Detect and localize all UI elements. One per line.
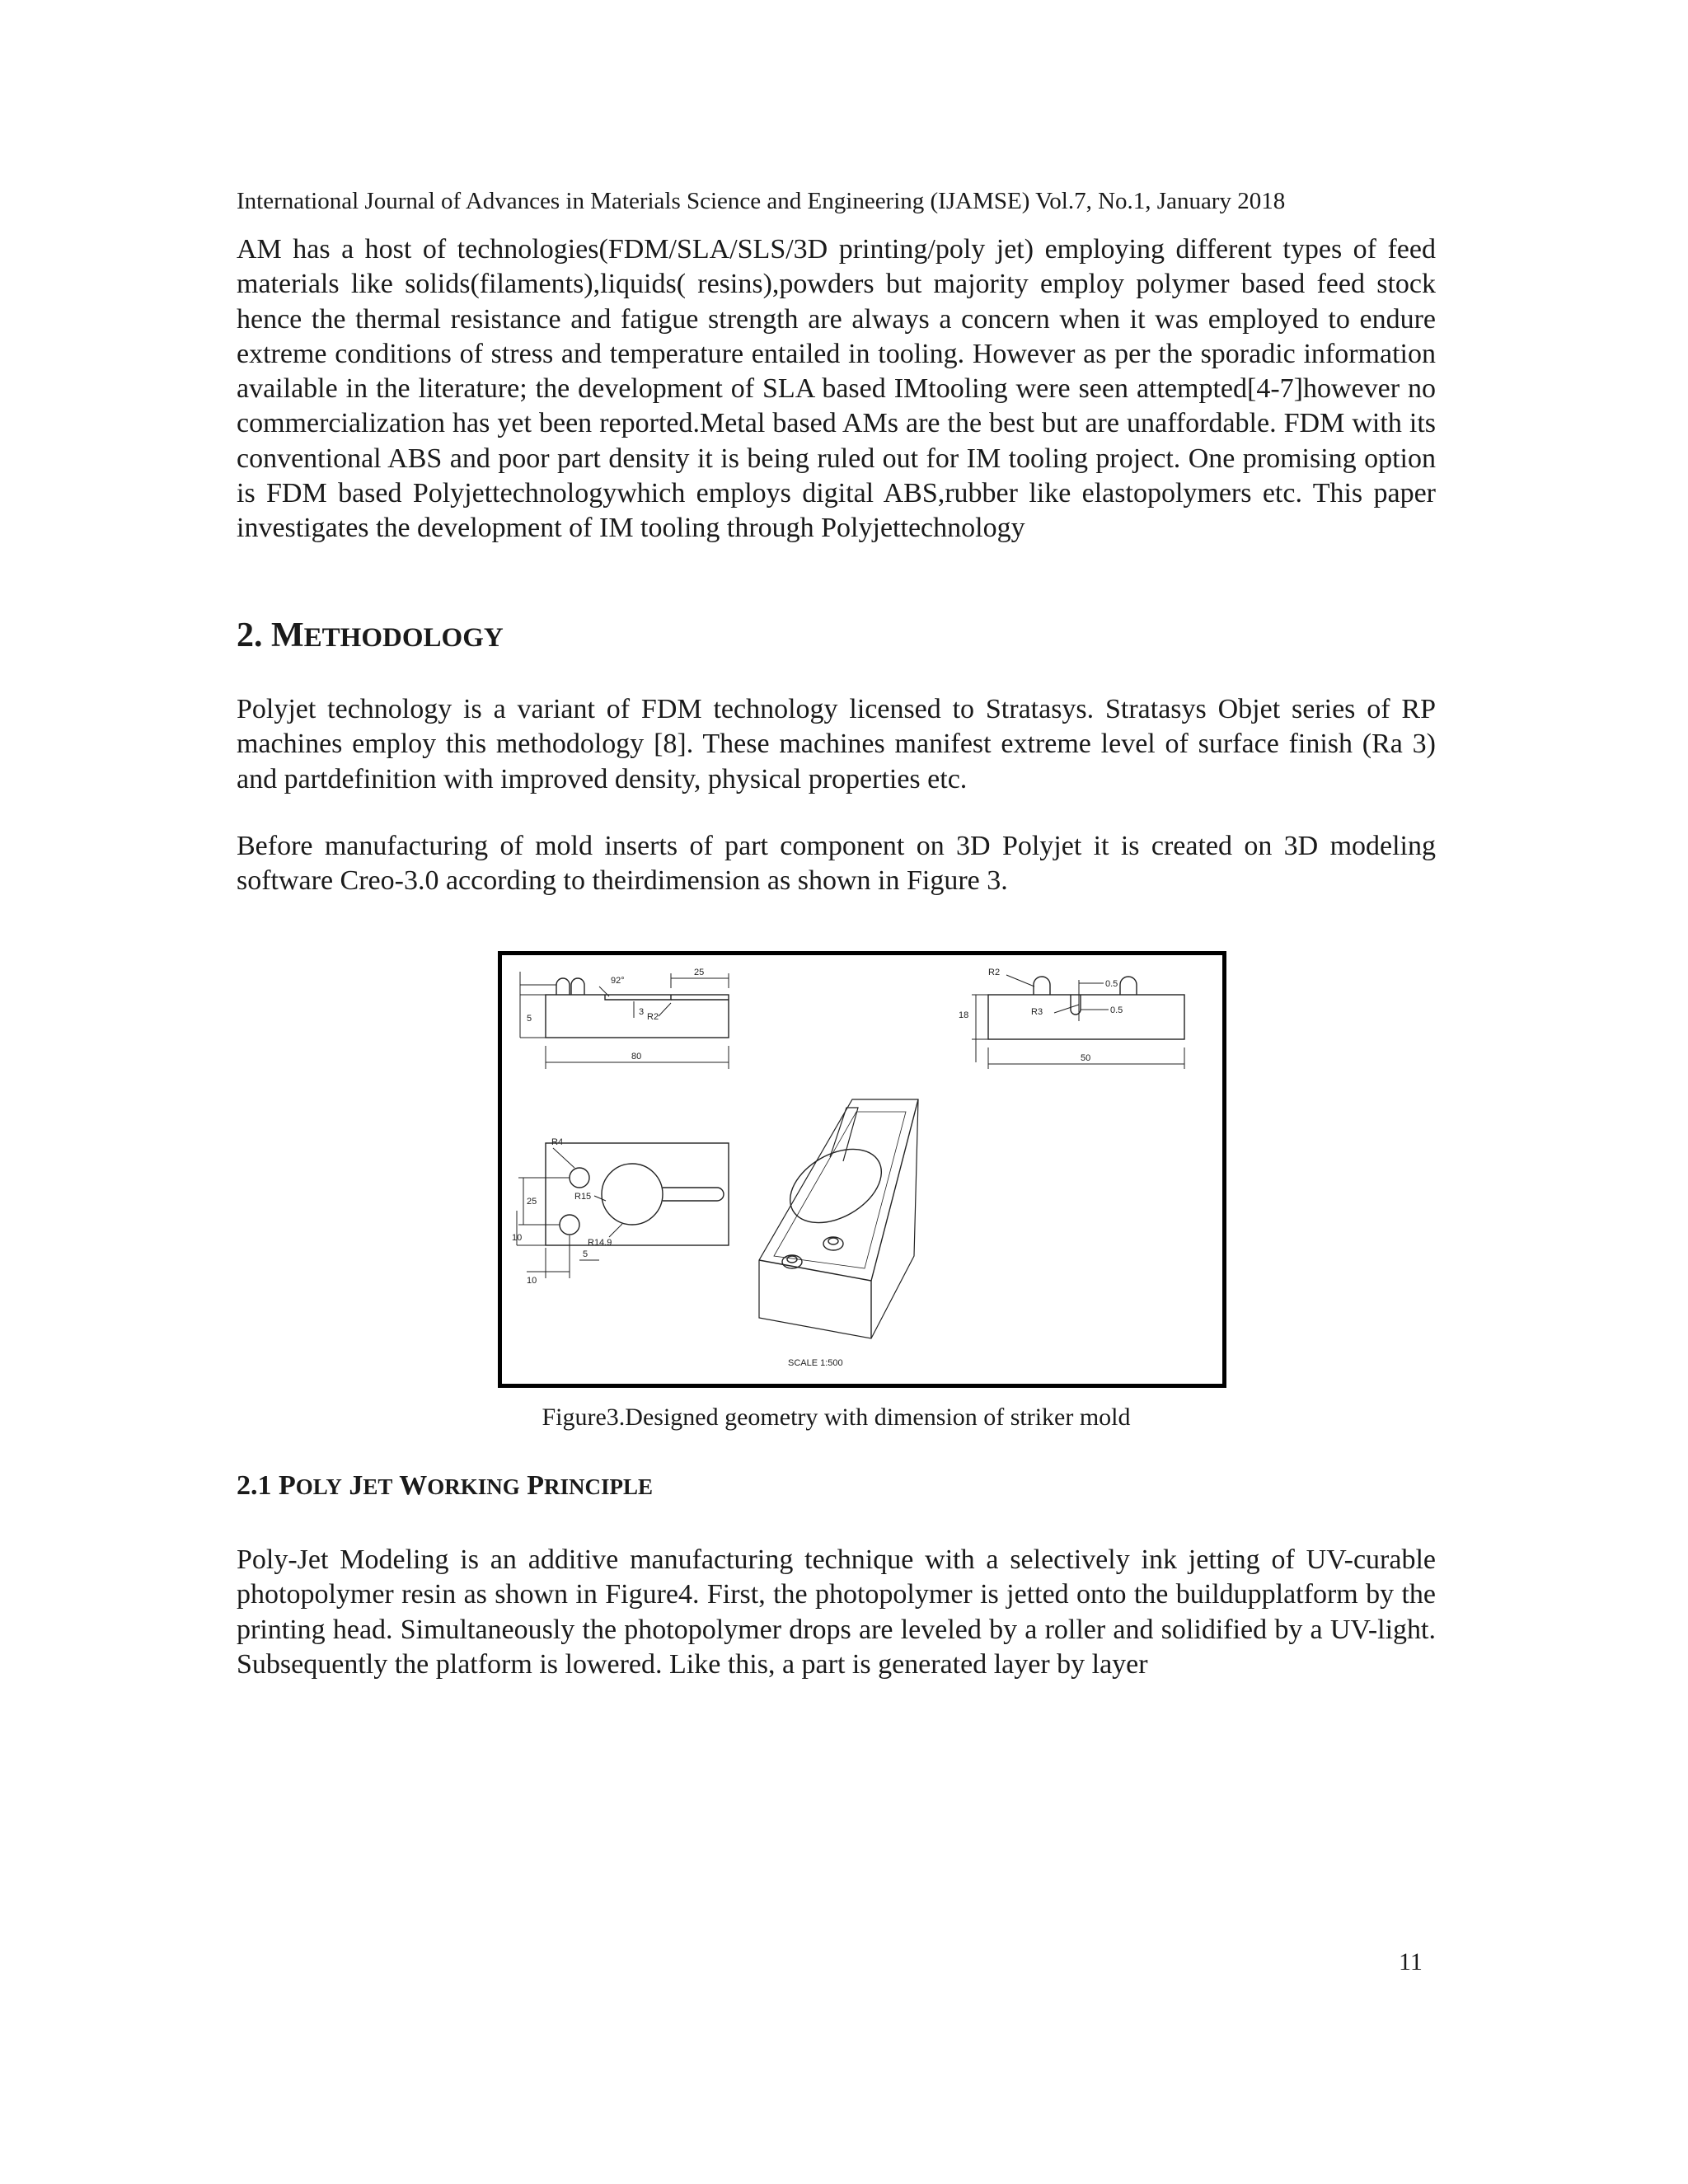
label-dist-5: 5: [583, 1249, 588, 1259]
heading-word-4-initial: P: [527, 1470, 545, 1501]
label-angle: 92°: [611, 976, 625, 986]
polyjet-paragraph: Poly-Jet Modeling is an additive manufacturing technique with a selectively ink jetting of UV-curable photopolymer resin as shown in Figure4. First, the photopolymer is jetted onto the buildupplatform by the printing head. Simultaneously the photopolymer drops are leveled by a roller and solidified by a UV-light. Subsequently the platform is lowered. Like this, a part is generated layer by layer: [237, 1544, 1436, 1680]
label-r14-9: R14.9: [588, 1238, 612, 1248]
label-height-right: 18: [959, 1010, 969, 1020]
plan-view: [517, 1143, 729, 1278]
figure-3: [498, 951, 1226, 1388]
label-gap-1: 0.5: [1105, 979, 1118, 989]
heading-word-4-rest: RINCIPLE: [544, 1474, 654, 1499]
label-r-slot: R2: [647, 1012, 659, 1022]
subsection-heading-polyjet: [237, 1469, 653, 1504]
end-view: [972, 975, 1184, 1069]
striker-mold-drawing: [502, 955, 1222, 1384]
label-height-left: 5: [527, 1014, 532, 1024]
section-title-rest: ETHODOLOGY: [303, 623, 504, 653]
label-depth: 3: [639, 1007, 645, 1017]
heading-word-3-rest: ORKING: [427, 1474, 520, 1499]
heading-word-1-rest: OLY: [295, 1474, 342, 1499]
label-top-len: 25: [694, 968, 705, 977]
page-number: 11: [1399, 1948, 1423, 1975]
label-r15: R15: [574, 1192, 592, 1202]
label-r-boss: R2: [988, 968, 1001, 977]
intro-paragraph: AM has a host of technologies(FDM/SLA/SLS/3D printing/poly jet) employing different types of feed materials like solids(filaments),liquids( resins),powders but majority employ polymer based feed stock hence the thermal resistance and fatigue strength are always a concern when it was employed to endure extreme conditions of stress and temperature entailed in tooling. However as per the sporadic information available in the literature; the development of SLA based IMtooling were seen attempted[4-7]however no commercialization has yet been reported.Metal based AMs are the best but are unaffordable. FDM with its conventional ABS and poor part density it is being ruled out for IM tooling project. One promising option is FDM based Polyjettechnologywhich employs digital ABS,rubber like elastopolymers etc. This paper investigates the development of IM tooling through Polyjettechnology: [237, 234, 1436, 544]
running-head: International Journal of Advances in Materials Science and Engineering (IJAMSE) Vol.7, No.1, January 2018: [237, 188, 1286, 214]
subsection-number: 2.1: [237, 1470, 272, 1501]
label-dist-10a: 10: [512, 1233, 523, 1243]
label-scale: SCALE 1:500: [788, 1358, 843, 1368]
label-dist-25: 25: [527, 1197, 537, 1207]
side-view: [520, 972, 729, 1069]
isometric-view: [759, 1099, 918, 1338]
label-dist-10b: 10: [527, 1276, 537, 1286]
section-heading-methodology: [237, 615, 504, 658]
label-r4: R4: [551, 1137, 564, 1147]
methodology-paragraph-2: Before manufacturing of mold inserts of part component on 3D Polyjet it is created on 3D modeling software Creo-3.0 according to theirdimension as shown in Figure 3.: [237, 831, 1436, 897]
heading-word-3-initial: W: [399, 1470, 428, 1501]
heading-word-1-initial: P: [279, 1470, 296, 1501]
heading-word-2-rest: ET: [363, 1474, 393, 1499]
heading-word-2-initial: J: [349, 1470, 363, 1501]
label-r3: R3: [1031, 1007, 1043, 1017]
label-width: 80: [631, 1052, 642, 1062]
label-depth-right: 50: [1081, 1053, 1091, 1063]
label-gap-2: 0.5: [1110, 1005, 1123, 1015]
figure-3-caption: Figure3.Designed geometry with dimension of striker mold: [542, 1404, 1131, 1431]
methodology-paragraph-1: Polyjet technology is a variant of FDM technology licensed to Stratasys. Stratasys Objet series of RP machines employ this methodology [8]. These machines manifest extreme level of surface finish (Ra 3) and partdefinition with improved density, physical properties etc.: [237, 694, 1436, 794]
section-title-initial: M: [271, 616, 304, 654]
section-number: 2.: [237, 616, 263, 654]
